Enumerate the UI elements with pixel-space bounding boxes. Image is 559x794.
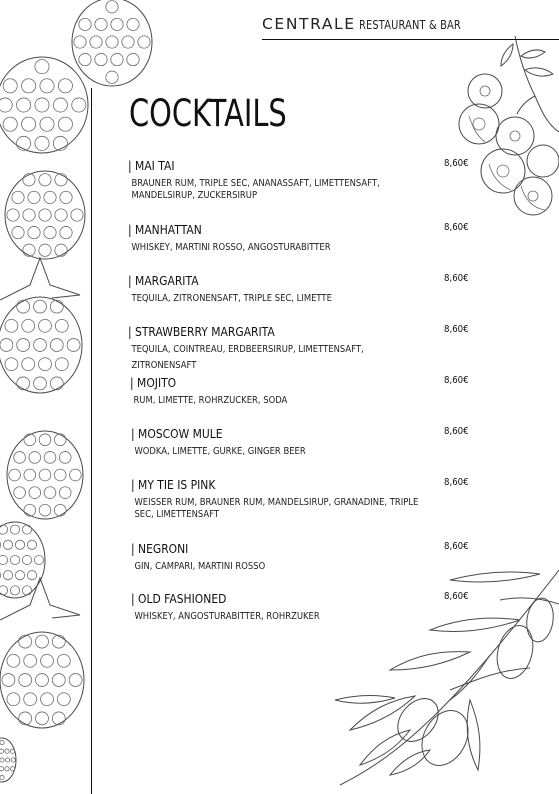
item-description: WODKA, LIMETTE, GURKE, GINGER BEER [134,446,306,457]
menu-item [130,375,470,407]
item-description: WEISSER RUM, BRAUNER RUM, MANDELSIRUP, GRANADINE, TRIPLE SEC, LIMETTENSAFT [134,497,419,520]
item-name: | OLD FASHIONED [131,591,227,606]
item-description: WHISKEY, MARTINI ROSSO, ANGOSTURABITTER [131,242,331,253]
item-price: 8,60€ [444,273,469,284]
item-price: 8,60€ [444,158,469,169]
item-description: WHISKEY, ANGOSTURABITTER, ROHRZUKER [134,611,320,622]
menu-item [131,591,471,623]
item-description: BRAUNER RUM, TRIPLE SEC, ANANASSAFT, LIMETTENSAFT, MANDELSIRUP, ZUCKERSIRUP [131,178,380,201]
item-price: 8,60€ [444,541,469,552]
item-name: | MANHATTAN [128,222,202,237]
menu-item [128,158,468,201]
item-price: 8,60€ [444,591,469,602]
menu-item [128,273,468,305]
item-name: | NEGRONI [131,541,189,556]
item-name: | MOSCOW MULE [131,426,223,441]
item-price: 8,60€ [444,477,469,488]
brand-name: CENTRALE [262,15,356,33]
menu-item [131,477,471,520]
item-description: RUM, LIMETTE, ROHRZUCKER, SODA [133,395,288,406]
item-name: | MY TIE IS PINK [131,477,216,492]
item-description: GIN, CAMPARI, MARTINI ROSSO [134,561,266,572]
item-description: TEQUILA, ZITRONENSAFT, TRIPLE SEC, LIMETTE [131,293,332,304]
item-name: | MOJITO [130,375,177,390]
menu-item [128,324,468,374]
item-description: TEQUILA, COINTREAU, ERDBEERSIRUP, LIMETTENSAFT, ZITRONENSAFT [131,344,364,371]
item-name: | MARGARITA [128,273,199,288]
item-price: 8,60€ [444,375,469,386]
item-price: 8,60€ [444,222,469,233]
menu-item [128,222,468,254]
brand-subtitle: RESTAURANT & BAR [358,18,461,32]
item-price: 8,60€ [444,324,469,335]
item-name: | MAI TAI [128,158,175,173]
item-price: 8,60€ [444,426,469,437]
page-title: COCKTAILS [129,92,287,135]
menu-item [131,541,471,573]
menu-item [131,426,471,458]
item-name: | STRAWBERRY MARGARITA [128,324,275,339]
